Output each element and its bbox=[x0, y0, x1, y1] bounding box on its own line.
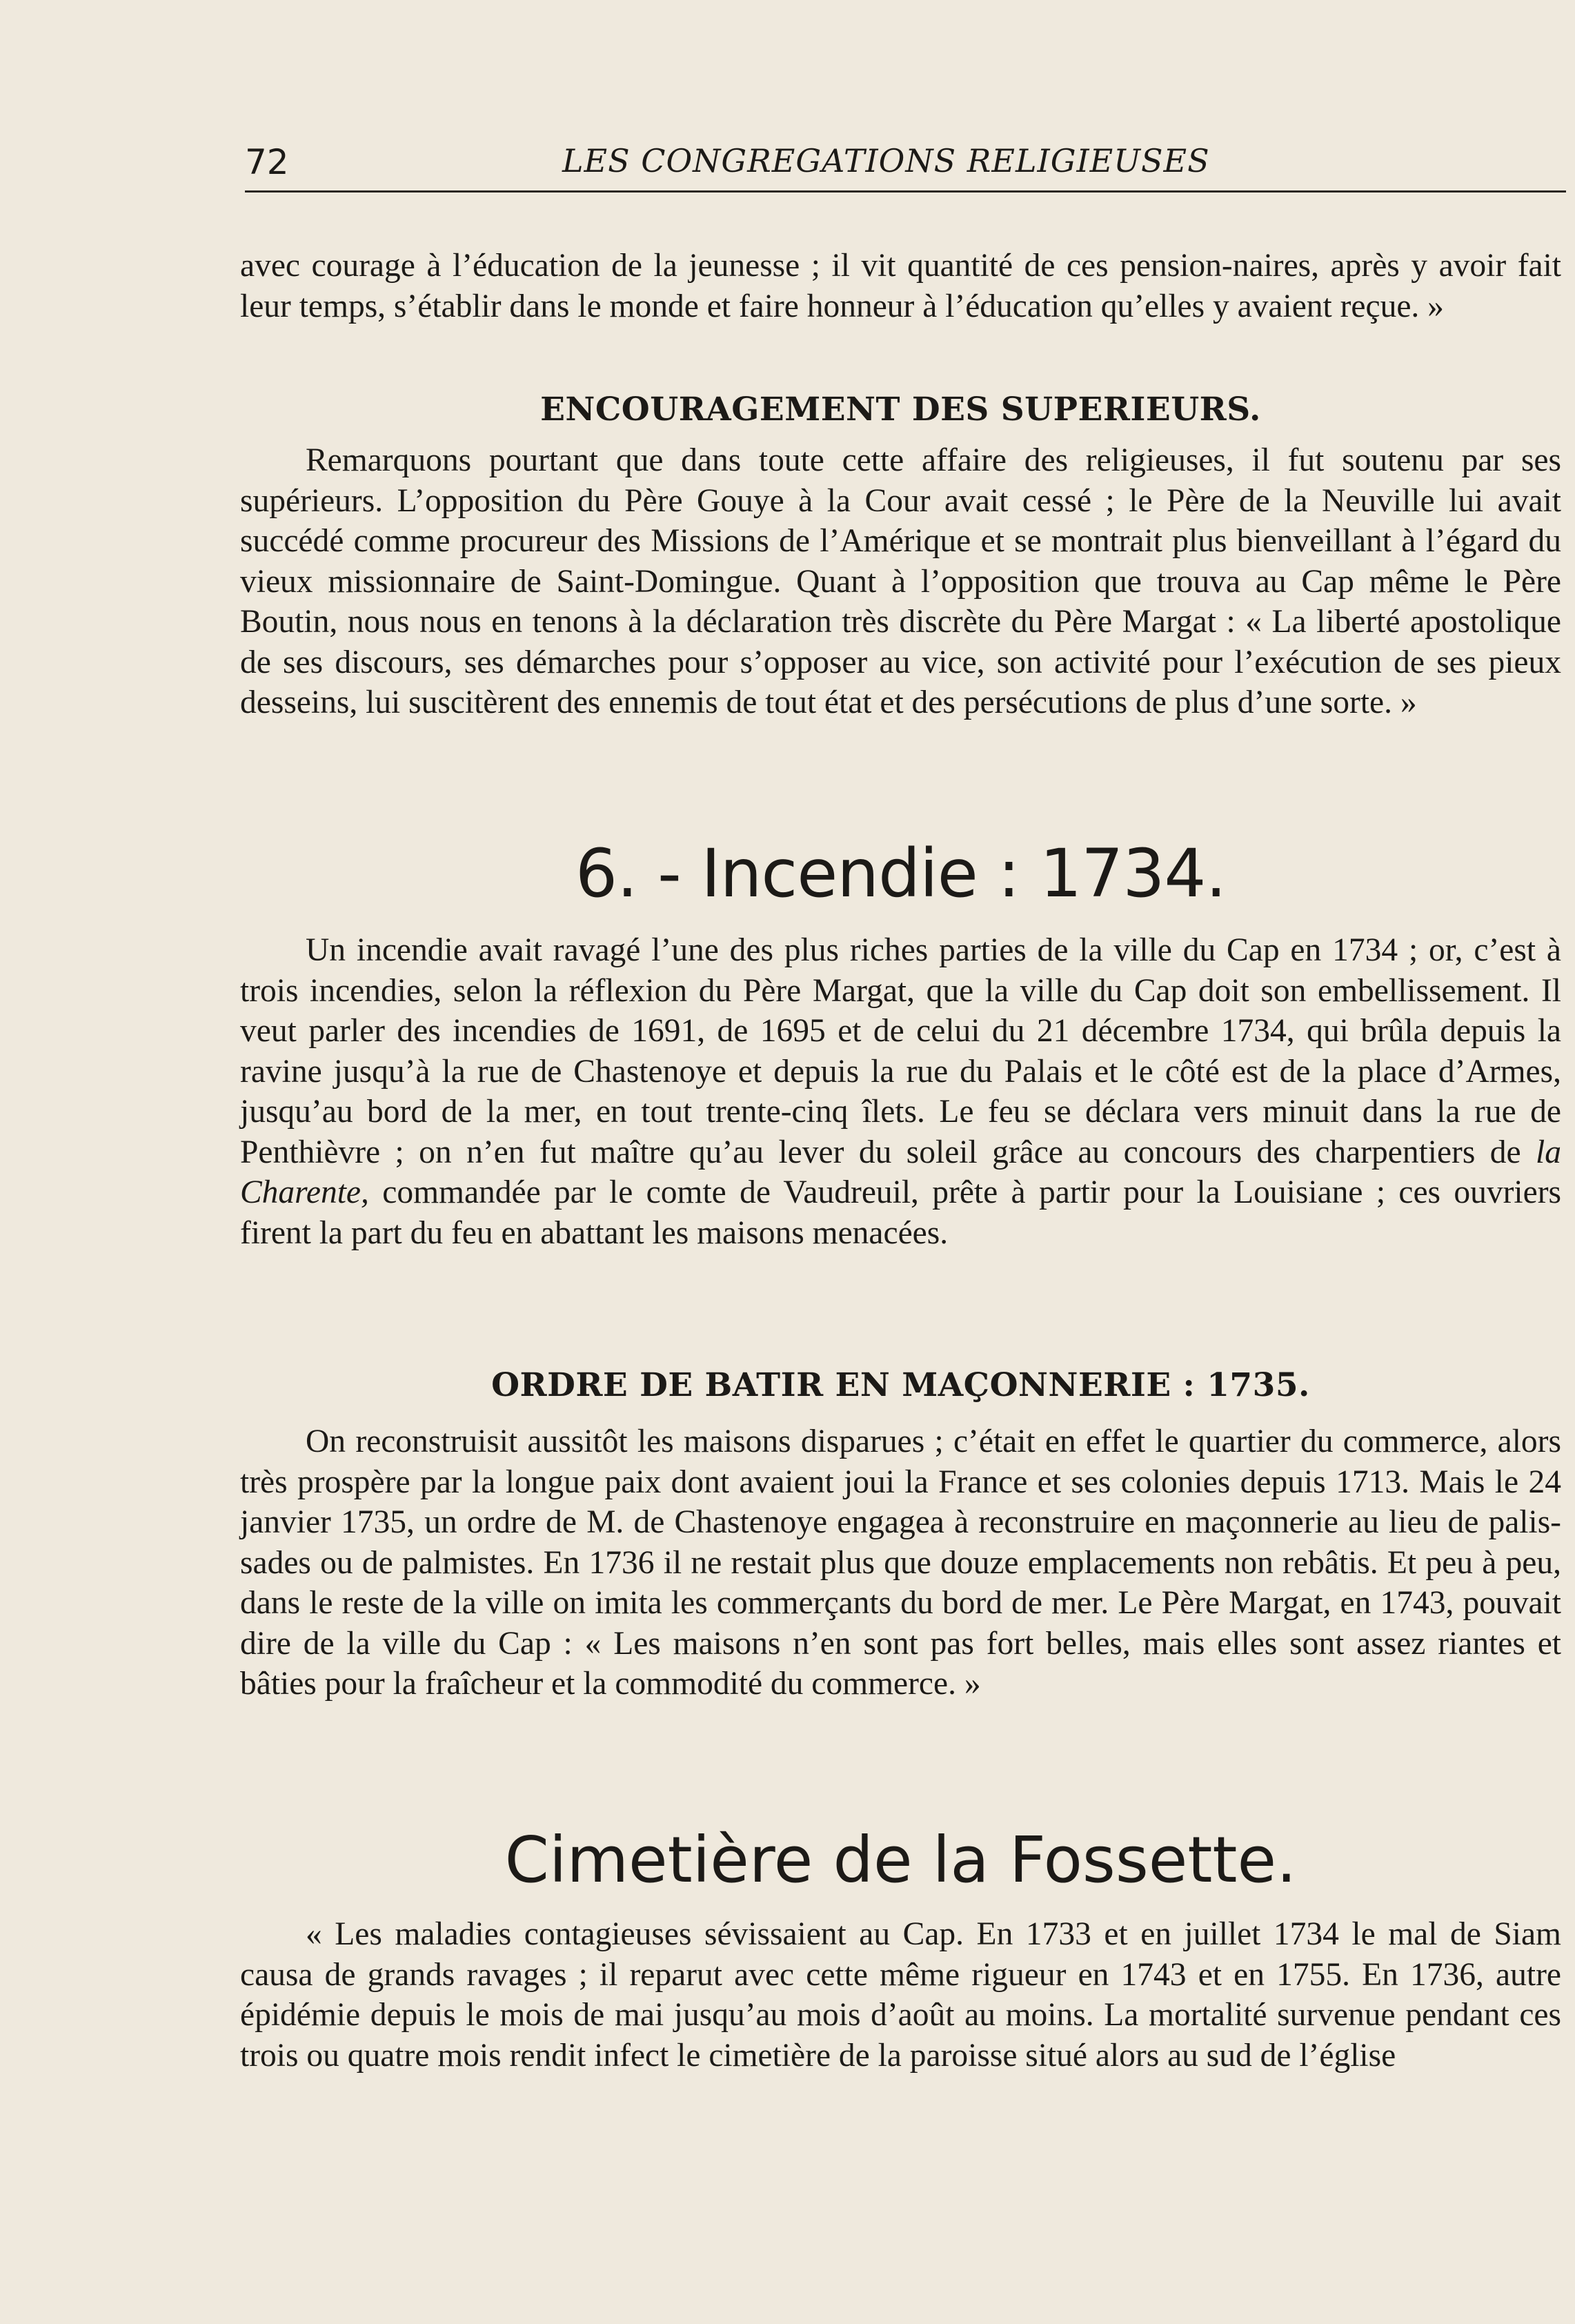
paragraph-superieurs: Remarquons pourtant que dans toute cette affaire des religieuses, il fut soutenu par ses supérieurs. L’opposition du Père Gouye à la Cour avait cessé ; le Père de la Neuville lui avait succédé comme procureur des Missions de l’Amérique et se montrait plus bienveillant à l’égard du vieux missionnaire de Saint-Domingue. Quant à l’opposition que trouva au Cap même le Père Boutin, nous nous en tenons à la déclaration très discrète du Père Margat : « La liberté apostolique de ses discours, ses démarches pour s’opposer au vice, son activité pour l’exécution de ses pieux desseins, lui suscitèrent des ennemis de tout état et des persécutions de plus d’une sorte. » bbox=[240, 442, 1561, 720]
paragraph-incendie bbox=[240, 930, 1561, 1253]
paragraph-incendie-text-1: Un incendie avait ravagé l’une des plus riches parties de la ville du Cap en 1734 ; or, c’est à trois incendies, selon la réflexion du Père Margat, que la ville du Cap doit son embellissement. Il veut parler des incendies de 1691, de 1695 et de celui du 21 décembre 1734, qui brûla depuis la ravine jusqu’à la rue de Chastenoye et depuis la rue du Palais et le côté est de la place d’Armes, jusqu’au bord de la mer, en tout trente-cinq îlets. Le feu se déclara vers minuit dans la rue de Penthièvre ; on n’en fut maître qu’au lever du soleil grâce au concours des charpentiers de bbox=[240, 932, 1561, 1170]
paragraph-incendie-text-2: commandée par le comte de Vaudreuil, prête à partir pour la Louisiane ; ces ouvriers firent la part du feu en abattant les maisons menacées. bbox=[240, 1174, 1561, 1251]
running-title: LES CONGREGATIONS RELIGIEUSES bbox=[562, 142, 1210, 179]
ship-name: la Charente, bbox=[240, 1134, 1561, 1210]
page-header bbox=[245, 138, 1566, 186]
chapter-heading-incendie: 6. - Incendie : 1734. bbox=[575, 835, 1226, 912]
paragraph-continuation: avec courage à l’éducation de la jeunesse ; il vit quantité de ces pension-naires, après y avoir fait leur temps, s’établir dans le monde et faire honneur à l’éducation qu’elles y avaient reçue. » bbox=[240, 248, 1561, 324]
paragraph-maladies: « Les maladies contagieuses sévissaient au Cap. En 1733 et en juillet 1734 le mal de Siam causa de grands ravages ; il reparut avec cette même rigueur en 1743 et en 1755. En 1736, autre épidémie depuis le mois de mai jusqu’au mois d’août au moins. La mortalité survenue pendant ces trois ou quatre mois rendit infect le cimetière de la paroisse situé alors au sud de l’église bbox=[240, 1916, 1561, 2074]
paragraph-maconnerie: On reconstruisit aussitôt les maisons disparues ; c’était en effet le quartier du commerce, alors très prospère par la longue paix dont avaient joui la France et ses colonies depuis 1713. Mais le 24 janvier 1735, un ordre de M. de Chastenoye engagea à reconstruire en maçonnerie au lieu de palis-sades ou de palmistes. En 1736 il ne restait plus que douze emplacements non rebâtis. Et peu à peu, dans le reste de la ville on imita les commerçants du bord de mer. Le Père Margat, en 1743, pouvait dire de la ville du Cap : « Les maisons n’en sont pas fort belles, mais elles sont assez riantes et bâties pour la fraîcheur et la commodité du commerce. » bbox=[240, 1424, 1561, 1702]
heading-ordre-batir: ORDRE DE BATIR EN MAÇONNERIE : 1735. bbox=[491, 1366, 1310, 1404]
header-rule bbox=[245, 190, 1566, 193]
chapter-heading-cimetiere: Cimetière de la Fossette. bbox=[504, 1823, 1297, 1897]
page-number: 72 bbox=[245, 142, 289, 182]
heading-encouragement: ENCOURAGEMENT DES SUPERIEURS. bbox=[540, 391, 1261, 429]
